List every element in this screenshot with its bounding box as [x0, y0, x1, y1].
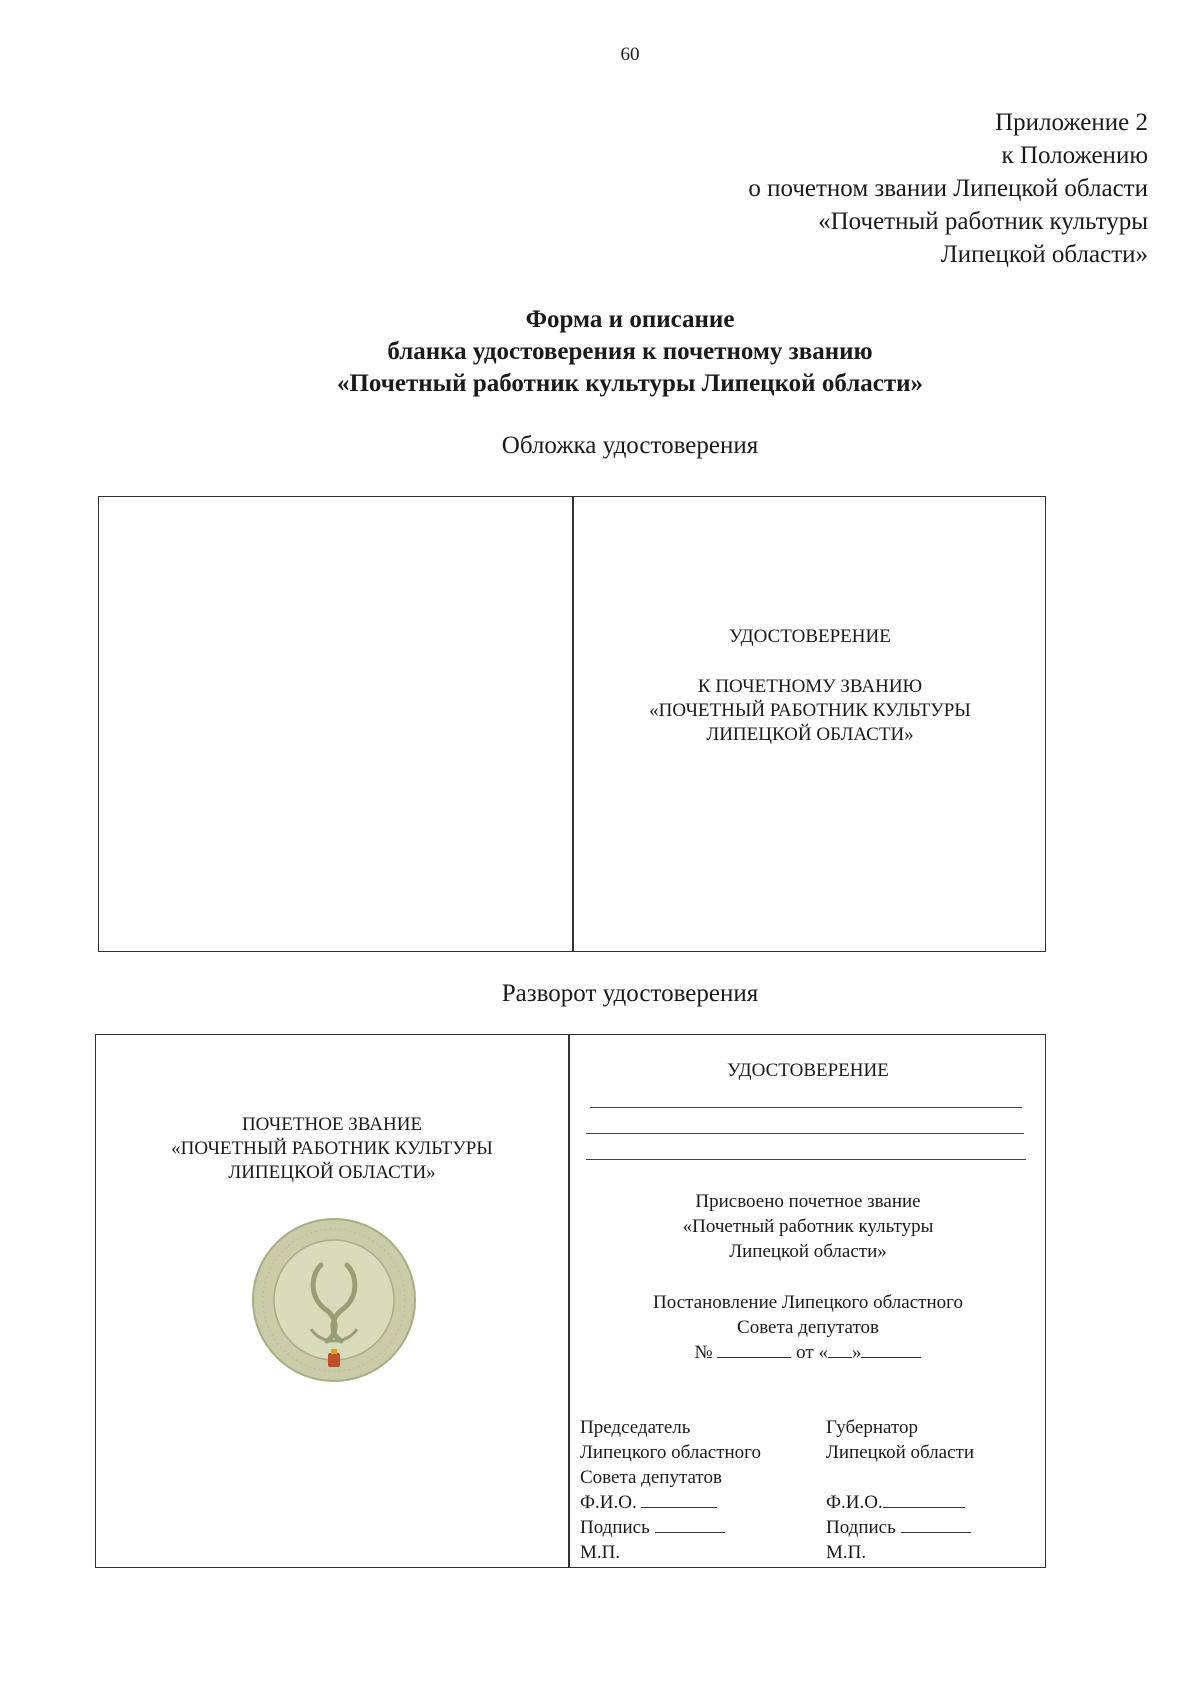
spread-right-page: [570, 1035, 1046, 1567]
awarded-line: Липецкой области»: [729, 1241, 887, 1262]
cover-line: К ПОЧЕТНОМУ ЗВАНИЮ: [697, 676, 923, 697]
chairman-signature-block: [580, 1415, 761, 1565]
appendix-line: «Почетный работник культуры: [818, 208, 1148, 235]
number-sign: №: [694, 1342, 713, 1363]
cover-line: «ПОЧЕТНЫЙ РАБОТНИК КУЛЬТУРЫ: [649, 700, 971, 721]
decree-date-field[interactable]: [861, 1341, 921, 1358]
title-line: «Почетный работник культуры Липецкой области»: [336, 370, 924, 397]
governor-signature-label: Подпись: [826, 1517, 896, 1538]
governor-seal-label: М.П.: [826, 1542, 867, 1563]
badge-emblem-icon: [251, 1217, 417, 1383]
title-line: бланка удостоверения к почетному званию: [387, 338, 873, 365]
recipient-line-3: [586, 1159, 1026, 1160]
title-line: Форма и описание: [525, 306, 735, 333]
appendix-line: к Положению: [1001, 142, 1148, 169]
governor-title-line: Липецкой области: [826, 1442, 975, 1463]
appendix-line: о почетном звании Липецкой области: [748, 175, 1148, 202]
chairman-title-line: Совета депутатов: [580, 1467, 722, 1488]
cover-line: ЛИПЕЦКОЙ ОБЛАСТИ»: [706, 724, 914, 745]
spread-heading: УДОСТОВЕРЕНИЕ: [727, 1060, 889, 1081]
cover-heading: УДОСТОВЕРЕНИЕ: [729, 626, 891, 647]
awarded-line: Присвоено почетное звание: [695, 1191, 921, 1212]
recipient-line-1: [590, 1107, 1022, 1108]
chairman-signature-field[interactable]: [655, 1516, 725, 1533]
title-caps-line: «ПОЧЕТНЫЙ РАБОТНИК КУЛЬТУРЫ: [171, 1138, 493, 1159]
governor-signature-block: [826, 1415, 974, 1565]
chairman-title-line: Председатель: [580, 1417, 691, 1438]
chairman-fio-field[interactable]: [641, 1491, 717, 1508]
chairman-fio-label: Ф.И.О.: [580, 1492, 637, 1513]
chairman-title-line: Липецкого областного: [580, 1442, 761, 1463]
appendix-line: Приложение 2: [995, 109, 1148, 136]
chairman-seal-label: М.П.: [580, 1542, 621, 1563]
title-caps-line: ПОЧЕТНОЕ ЗВАНИЕ: [241, 1114, 423, 1135]
chairman-signature-label: Подпись: [580, 1517, 650, 1538]
decree-number-field[interactable]: [717, 1341, 791, 1358]
spread-label: Разворот удостоверения: [501, 980, 759, 1007]
governor-title-line: Губернатор: [826, 1417, 919, 1438]
governor-fio-field[interactable]: [883, 1491, 965, 1508]
governor-fio-label: Ф.И.О.: [826, 1492, 883, 1513]
awarded-line: «Почетный работник культуры: [682, 1216, 934, 1237]
date-close-quote: »: [851, 1342, 862, 1363]
cover-right-page: [574, 625, 1046, 747]
document-title: [0, 304, 1200, 400]
appendix-header: [748, 106, 1148, 271]
date-from-label: от «: [796, 1342, 828, 1363]
page-number: 60: [620, 44, 640, 65]
awarded-text: [570, 1189, 1046, 1264]
spread-left-page: [96, 1113, 568, 1185]
cover-panel: [98, 496, 1046, 952]
decree-text: [570, 1290, 1046, 1365]
decree-day-field[interactable]: [828, 1341, 852, 1358]
title-caps-line: ЛИПЕЦКОЙ ОБЛАСТИ»: [228, 1162, 436, 1183]
recipient-line-2: [586, 1133, 1024, 1134]
decree-line: Постановление Липецкого областного: [653, 1292, 963, 1313]
appendix-line: Липецкой области»: [940, 241, 1148, 268]
decree-number-line: [570, 1340, 1046, 1365]
decree-line: Совета депутатов: [737, 1317, 879, 1338]
spread-panel: [95, 1034, 1046, 1568]
cover-label: Обложка удостоверения: [501, 432, 759, 459]
governor-signature-field[interactable]: [901, 1516, 971, 1533]
